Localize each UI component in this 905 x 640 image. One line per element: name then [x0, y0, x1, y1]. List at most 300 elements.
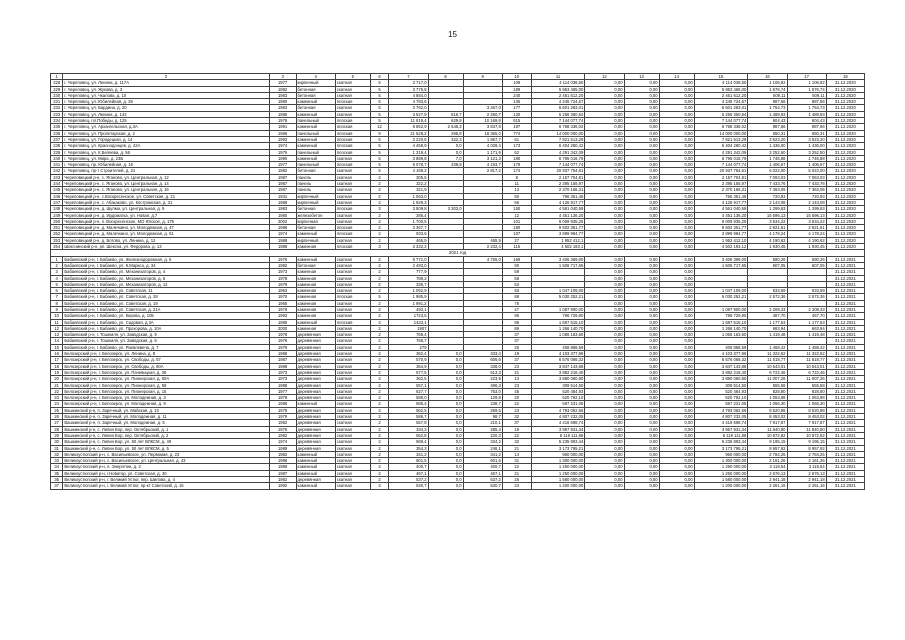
cell-col-18: 31.12.2021: [826, 269, 864, 275]
cell-col-9: 467,1: [463, 470, 502, 476]
cell-col-9: 238,7: [463, 401, 502, 407]
cell-col-13: 0,00: [624, 388, 659, 394]
cell-col-14: 0,00: [659, 256, 694, 262]
cell-col-3: 1988: [269, 244, 296, 250]
cell-col-1: 25: [51, 407, 63, 413]
cell-col-18: 31.12.2021: [826, 420, 864, 426]
cell-col-17: 10 872,82: [787, 432, 826, 438]
cell-col-11: 4 793 062,56: [531, 407, 585, 413]
cell-col-18: 31.12.2020: [826, 212, 864, 218]
cell-col-11: 7 821 513,29: [531, 136, 585, 142]
cell-col-16: 2 143,08: [748, 199, 787, 205]
cell-col-11: 1 266 140,70: [531, 325, 585, 331]
cell-col-4: бетонная: [296, 206, 335, 212]
cell-col-5: скатная: [335, 382, 370, 388]
cell-col-18: 31.12.2020: [826, 99, 864, 105]
cell-col-15: 2 370 166,31: [694, 187, 748, 193]
cell-col-6: 2: [370, 407, 389, 413]
cell-col-4: каменный: [296, 155, 335, 161]
cell-col-17: 11 518,77: [787, 357, 826, 363]
cell-col-17: 1 056,30: [787, 401, 826, 407]
cell-col-1: 10: [51, 313, 63, 319]
cell-col-3: 1988: [269, 225, 296, 231]
cell-col-12: 0,00: [585, 281, 624, 287]
cell-col-4: деревянная: [296, 351, 335, 357]
cell-col-17: 1 106,82: [787, 80, 826, 86]
cell-col-16: 11 322,62: [748, 351, 787, 357]
cell-col-7: 1 319,4: [389, 149, 428, 155]
cell-col-18: 31.12.2020: [826, 86, 864, 92]
cell-col-17: 7 363,05: [787, 187, 826, 193]
cell-col-11: 1 087 900,00: [531, 306, 585, 312]
cell-col-13: 0,00: [624, 483, 659, 489]
cell-col-14: 0,00: [659, 294, 694, 300]
cell-col-11: 2 157 704,81: [531, 174, 585, 180]
cell-col-16: 1 489,93: [748, 111, 787, 117]
cell-col-15: 4 126 917,77: [694, 199, 748, 205]
cell-col-12: 0,00: [585, 269, 624, 275]
cell-col-6: 2: [370, 300, 389, 306]
cell-col-15: 1 266 140,70: [694, 325, 748, 331]
cell-col-1: 4: [51, 275, 63, 281]
cell-col-12: 0,00: [585, 225, 624, 231]
cell-col-10: 58: [502, 275, 531, 281]
cell-col-6: 2: [370, 458, 389, 464]
cell-col-13: 0,00: [624, 181, 659, 187]
cell-col-7: 467,1: [389, 470, 428, 476]
cell-col-15: 6 795 016,79: [694, 155, 748, 161]
cell-col-13: 0,00: [624, 193, 659, 199]
cell-col-1: 30: [51, 439, 63, 445]
cell-col-7: 1907: [389, 325, 428, 331]
cell-col-3: 1974: [269, 143, 296, 149]
cell-col-13: 0,00: [624, 124, 659, 130]
cell-col-15: 5 256 350,64: [694, 111, 748, 117]
cell-col-18: 31.12.2021: [826, 445, 864, 451]
cell-col-17: 2 161,26: [787, 458, 826, 464]
cell-col-9: 4 193,7: [463, 162, 502, 168]
cell-col-16: 3 119,54: [748, 464, 787, 470]
cell-col-7: 557,1: [389, 382, 428, 388]
cell-col-3: 1986: [269, 351, 296, 357]
cell-col-14: 0,00: [659, 218, 694, 224]
cell-col-9: 530,7: [463, 483, 502, 489]
cell-col-13: 0,00: [624, 306, 659, 312]
cell-col-10: 25: [502, 477, 531, 483]
cell-col-4: деревянная: [296, 426, 335, 432]
cell-col-10: 22: [502, 464, 531, 470]
cell-col-11: 1 250 000,00: [531, 470, 585, 476]
cell-col-14: 0,00: [659, 105, 694, 111]
cell-col-8: 0,0: [428, 426, 463, 432]
cell-col-11: 1 506 717,65: [531, 262, 585, 268]
cell-col-15: 6 119 111,88: [694, 432, 748, 438]
cell-col-4: деревянная: [296, 395, 335, 401]
cell-col-4: деревянная: [296, 414, 335, 420]
cell-col-14: 0,00: [659, 181, 694, 187]
cell-col-1: 21: [51, 382, 63, 388]
cell-col-6: 2: [370, 401, 389, 407]
cell-col-18: 31.12.2021: [826, 470, 864, 476]
cell-col-14: 0,00: [659, 124, 694, 130]
cell-col-10: 53: [502, 281, 531, 287]
cell-col-1: 17: [51, 357, 63, 363]
cell-col-18: 31.12.2020: [826, 231, 864, 237]
cell-col-13: 0,00: [624, 451, 659, 457]
cell-col-15: 7 144 077,74: [694, 162, 748, 168]
cell-col-1: 14: [51, 338, 63, 344]
cell-col-2: Вашкинский р-н, п. Заречный, ул. Молодежная, д. 5: [63, 420, 269, 426]
cell-col-14: 0,00: [659, 206, 694, 212]
cell-col-6: 5: [370, 155, 389, 161]
cell-col-16: 2 784,25: [748, 451, 787, 457]
cell-col-12: 12: [585, 74, 624, 80]
cell-col-2: Великоустюгский р-н, п. Энергетик, д. 2: [63, 464, 269, 470]
cell-col-9: 465,9: [463, 237, 502, 243]
cell-col-4: кирпичный: [296, 199, 335, 205]
cell-col-10: 11: [502, 181, 531, 187]
cell-col-3: 3: [269, 74, 296, 80]
table-row: [51, 483, 865, 489]
cell-col-3: 1974: [269, 439, 296, 445]
cell-col-3: 1973: [269, 269, 296, 275]
cell-col-3: 1986: [269, 458, 296, 464]
cell-col-18: 31.12.2021: [826, 451, 864, 457]
cell-col-18: 31.12.2020: [826, 244, 864, 250]
cell-col-1: 13: [51, 332, 63, 338]
cell-col-13: 0,00: [624, 407, 659, 413]
cell-col-10: 50: [502, 193, 531, 199]
cell-col-18: 31.12.2021: [826, 395, 864, 401]
cell-col-17: 2 941,18: [787, 477, 826, 483]
cell-col-10: 88: [502, 294, 531, 300]
cell-col-15: 4 416 698,74: [694, 420, 748, 426]
cell-col-3: 1983: [269, 105, 296, 111]
cell-col-10: 20: [502, 344, 531, 350]
cell-col-6: 2: [370, 414, 389, 420]
cell-col-8: 0,0: [428, 376, 463, 382]
cell-col-5: скатная: [335, 181, 370, 187]
cell-col-6: 2: [370, 426, 389, 432]
cell-col-8: 7,0: [428, 155, 463, 161]
cell-col-2: г. Череповец, ул. Мира, д. 23Б: [63, 155, 269, 161]
cell-col-9: 334,2: [463, 439, 502, 445]
cell-col-4: каменный: [296, 451, 335, 457]
cell-col-4: бетонная: [296, 168, 335, 174]
cell-col-8: 0,0: [428, 439, 463, 445]
cell-col-12: 0,00: [585, 401, 624, 407]
cell-col-18: 31.12.2020: [826, 124, 864, 130]
cell-col-6: 2: [370, 432, 389, 438]
cell-col-12: 0,00: [585, 363, 624, 369]
cell-col-11: 3 173 795,21: [531, 445, 585, 451]
cell-col-14: 0,00: [659, 168, 694, 174]
cell-col-17: 1 419,48: [787, 332, 826, 338]
cell-col-15: 9 502 351,77: [694, 225, 748, 231]
cell-col-18: 31.12.2021: [826, 388, 864, 394]
cell-col-16: 828,80: [748, 388, 787, 394]
cell-col-13: 13: [624, 74, 659, 80]
cell-col-16: 8 520,98: [748, 407, 787, 413]
cell-col-6: 2: [370, 288, 389, 294]
cell-col-18: 31.12.2021: [826, 382, 864, 388]
cell-col-18: 31.12.2020: [826, 105, 864, 111]
cell-col-9: 537,2: [463, 477, 502, 483]
cell-col-3: 1978: [269, 395, 296, 401]
cell-col-16: 663,94: [748, 325, 787, 331]
cell-col-6: 2: [370, 306, 389, 312]
cell-col-2: Бабаевский р-н, г. Бабаево, ул. Советская, д. 21А: [63, 306, 269, 312]
cell-col-4: деревянная: [296, 344, 335, 350]
cell-col-13: 0,00: [624, 414, 659, 420]
cell-col-15: 4 807 232,05: [694, 414, 748, 420]
cell-col-17: 650,31: [787, 130, 826, 136]
cell-col-5: скатная: [335, 445, 370, 451]
cell-col-16: 7 063,03: [748, 174, 787, 180]
cell-col-1: 3: [51, 269, 63, 275]
cell-col-5: скатная: [335, 464, 370, 470]
cell-col-12: 0,00: [585, 275, 624, 281]
cell-col-3: 2002: [269, 218, 296, 224]
cell-col-3: 1979: [269, 344, 296, 350]
cell-col-6: 5: [370, 92, 389, 98]
cell-col-5: плоская: [335, 244, 370, 250]
cell-col-17: 1 576,74: [787, 86, 826, 92]
cell-col-12: 0,00: [585, 168, 624, 174]
cell-col-10: 93: [502, 288, 531, 294]
cell-col-16: 11 518,77: [748, 357, 787, 363]
cell-col-17: 467,70: [787, 313, 826, 319]
cell-col-12: 0,00: [585, 306, 624, 312]
cell-col-4: панель: [296, 174, 335, 180]
cell-col-5: скатная: [335, 105, 370, 111]
cell-col-17: 3 119,54: [787, 464, 826, 470]
cell-col-2: г. Череповец, ул. Юбилейная, д. 38: [63, 99, 269, 105]
cell-col-17: 3 534,22: [787, 218, 826, 224]
cell-col-3: 1970: [269, 294, 296, 300]
cell-col-5: плоская: [335, 206, 370, 212]
cell-col-5: плоская: [335, 118, 370, 124]
cell-col-8: 0,0: [428, 470, 463, 476]
cell-col-5: скатная: [335, 458, 370, 464]
cell-col-14: 0,00: [659, 464, 694, 470]
cell-col-3: 1980: [269, 212, 296, 218]
cell-col-11: 1 065 163,60: [531, 332, 585, 338]
cell-col-6: 2: [370, 193, 389, 199]
cell-col-14: 0,00: [659, 244, 694, 250]
cell-col-6: 3: [370, 206, 389, 212]
cell-col-18: 31.12.2021: [826, 325, 864, 331]
cell-col-14: 0,00: [659, 420, 694, 426]
cell-col-6: 2: [370, 313, 389, 319]
cell-col-6: 2: [370, 218, 389, 224]
cell-col-17: 15 596,13: [787, 212, 826, 218]
cell-col-8: 0,0: [428, 464, 463, 470]
cell-col-5: скатная: [335, 313, 370, 319]
cell-col-18: 31.12.2021: [826, 407, 864, 413]
cell-col-7: 336,7: [389, 281, 428, 287]
cell-col-4: каменная: [296, 281, 335, 287]
cell-col-4: каменный: [296, 483, 335, 489]
cell-col-15: 597 231,05: [694, 401, 748, 407]
cell-col-17: 2 676,13: [787, 470, 826, 476]
cell-col-16: 1 436,00: [748, 143, 787, 149]
cell-col-6: 2: [370, 439, 389, 445]
cell-col-13: 0,00: [624, 256, 659, 262]
cell-col-17: 7 433,76: [787, 181, 826, 187]
cell-col-14: 0,00: [659, 407, 694, 413]
cell-col-6: 2: [370, 376, 389, 382]
cell-col-1: 252: [51, 231, 63, 237]
cell-col-8: 3 303,0: [428, 206, 463, 212]
cell-col-8: 0,0: [428, 420, 463, 426]
cell-col-17: 4 190,62: [787, 237, 826, 243]
cell-col-9: 4 755,0: [463, 256, 502, 262]
cell-col-5: скатная: [335, 262, 370, 268]
cell-col-14: 0,00: [659, 376, 694, 382]
cell-col-5: плоская: [335, 225, 370, 231]
cell-col-15: 6 404 280,42: [694, 143, 748, 149]
cell-col-7: 4 169,2: [389, 168, 428, 174]
cell-col-17: 9 195,15: [787, 439, 826, 445]
cell-col-8: 338,8: [428, 162, 463, 168]
cell-col-6: 2: [370, 464, 389, 470]
cell-col-9: 1 171,9: [463, 149, 502, 155]
cell-col-5: скатная: [335, 363, 370, 369]
cell-col-18: 31.12.2021: [826, 306, 864, 312]
cell-col-7: 1723,5: [389, 313, 428, 319]
cell-col-3: 1973: [269, 369, 296, 375]
cell-col-6: 2: [370, 351, 389, 357]
cell-col-10: 32: [502, 439, 531, 445]
cell-col-5: скатная: [335, 199, 370, 205]
cell-col-2: Белозерский р-н, г. Белозерск, ул. Молодежная, д. 3: [63, 395, 269, 401]
cell-col-3: 1985: [269, 319, 296, 325]
cell-col-13: 0,00: [624, 275, 659, 281]
cell-col-2: Великоустюгский р-н, г. Великий Устюг, пр-кт Советский, д. 15: [63, 483, 269, 489]
cell-col-10: 180: [502, 155, 531, 161]
cell-col-15: 3 173 795,21: [694, 445, 748, 451]
cell-col-18: 31.12.2021: [826, 426, 864, 432]
cell-col-13: 0,00: [624, 313, 659, 319]
cell-col-16: 2 676,13: [748, 470, 787, 476]
cell-col-12: 0,00: [585, 256, 624, 262]
cell-col-3: 1987: [269, 174, 296, 180]
cell-col-16: 1 053,98: [748, 395, 787, 401]
cell-col-4: каменный: [296, 136, 335, 142]
cell-col-18: 31.12.2021: [826, 338, 864, 344]
cell-col-18: 31.12.2021: [826, 313, 864, 319]
cell-col-7: 400,7: [389, 464, 428, 470]
cell-col-10: 37: [502, 420, 531, 426]
cell-col-2: Бабаевский р-н, г. Тошемля, ул. Заводская, д. 8: [63, 338, 269, 344]
cell-col-18: 31.12.2021: [826, 432, 864, 438]
cell-col-14: 0,00: [659, 395, 694, 401]
cell-col-9: 3 837,8: [463, 124, 502, 130]
cell-col-1: 253: [51, 237, 63, 243]
cell-col-4: панельный: [296, 130, 335, 136]
cell-col-9: 223,9: [463, 376, 502, 382]
cell-col-13: 0,00: [624, 231, 659, 237]
cell-col-4: 4: [296, 74, 335, 80]
cell-col-7: 11 819,4: [389, 118, 428, 124]
cell-col-7: 279: [389, 344, 428, 350]
cell-col-5: плоская: [335, 124, 370, 130]
cell-col-1: 243: [51, 174, 63, 180]
cell-col-2: Бабаевский р-н, г. Тошемля, ул. Заводская, д. 9: [63, 332, 269, 338]
cell-col-13: 0,00: [624, 420, 659, 426]
cell-col-14: 0,00: [659, 382, 694, 388]
cell-col-5: плоская: [335, 136, 370, 142]
cell-col-15: 20 937 754,61: [694, 168, 748, 174]
cell-col-10: 16: [502, 426, 531, 432]
cell-col-1: 8: [51, 300, 63, 306]
cell-col-12: 0,00: [585, 395, 624, 401]
cell-col-10: 179: [502, 162, 531, 168]
cell-col-6: 2: [370, 225, 389, 231]
cell-col-13: 0,00: [624, 338, 659, 344]
cell-col-12: 0,00: [585, 237, 624, 243]
cell-col-15: 4 291 342,09: [694, 149, 748, 155]
cell-col-10: 8: [502, 174, 531, 180]
cell-col-3: 1975: [269, 149, 296, 155]
cell-col-14: 0,00: [659, 281, 694, 287]
cell-col-14: 0,00: [659, 414, 694, 420]
cell-col-4: каменная: [296, 288, 335, 294]
cell-col-5: скатная: [335, 237, 370, 243]
cell-col-3: 1982: [269, 168, 296, 174]
cell-col-11: 597 231,05: [531, 401, 585, 407]
cell-col-13: 0,00: [624, 319, 659, 325]
cell-col-4: панельный: [296, 149, 335, 155]
cell-col-1: 249: [51, 212, 63, 218]
cell-col-15: 1 506 717,65: [694, 262, 748, 268]
cell-col-5: скатная: [335, 300, 370, 306]
cell-col-9: 1 867,7: [463, 136, 502, 142]
cell-col-10: 197: [502, 124, 531, 130]
cell-col-10: 515: [502, 118, 531, 124]
cell-col-7: 1 991,2: [389, 300, 428, 306]
cell-col-7: 768,4: [389, 332, 428, 338]
cell-col-2: Великоустюгский р-н, с. Васильевское, ул. Центральная, д. 43: [63, 458, 269, 464]
cell-col-7: 627,7: [389, 388, 428, 394]
cell-col-17: 4 178,24: [787, 231, 826, 237]
cell-col-8: 629,8: [428, 118, 463, 124]
cell-col-13: 0,00: [624, 382, 659, 388]
cell-col-15: 4 793 062,56: [694, 407, 748, 413]
cell-col-3: 1979: [269, 281, 296, 287]
cell-col-18: 31.12.2020: [826, 143, 864, 149]
cell-col-16: 9 195,15: [748, 439, 787, 445]
cell-col-9: 10 169,8: [463, 118, 502, 124]
cell-col-1: 24: [51, 401, 63, 407]
cell-col-11: 20 937 754,61: [531, 168, 585, 174]
cell-col-6: 2: [370, 231, 389, 237]
cell-col-13: 0,00: [624, 244, 659, 250]
cell-col-15: 7 821 513,29: [694, 136, 748, 142]
cell-col-6: 5: [370, 80, 389, 86]
cell-col-9: 220,3: [463, 432, 502, 438]
cell-col-4: кирпичный: [296, 237, 335, 243]
cell-col-6: 2: [370, 325, 389, 331]
cell-col-16: 1 930,45: [748, 244, 787, 250]
cell-col-13: 0,00: [624, 143, 659, 149]
cell-col-4: деревянная: [296, 369, 335, 375]
cell-col-13: 0,00: [624, 426, 659, 432]
cell-col-3: 1988: [269, 237, 296, 243]
cell-col-8: 2 548,3: [428, 124, 463, 130]
cell-col-10: 23: [502, 382, 531, 388]
